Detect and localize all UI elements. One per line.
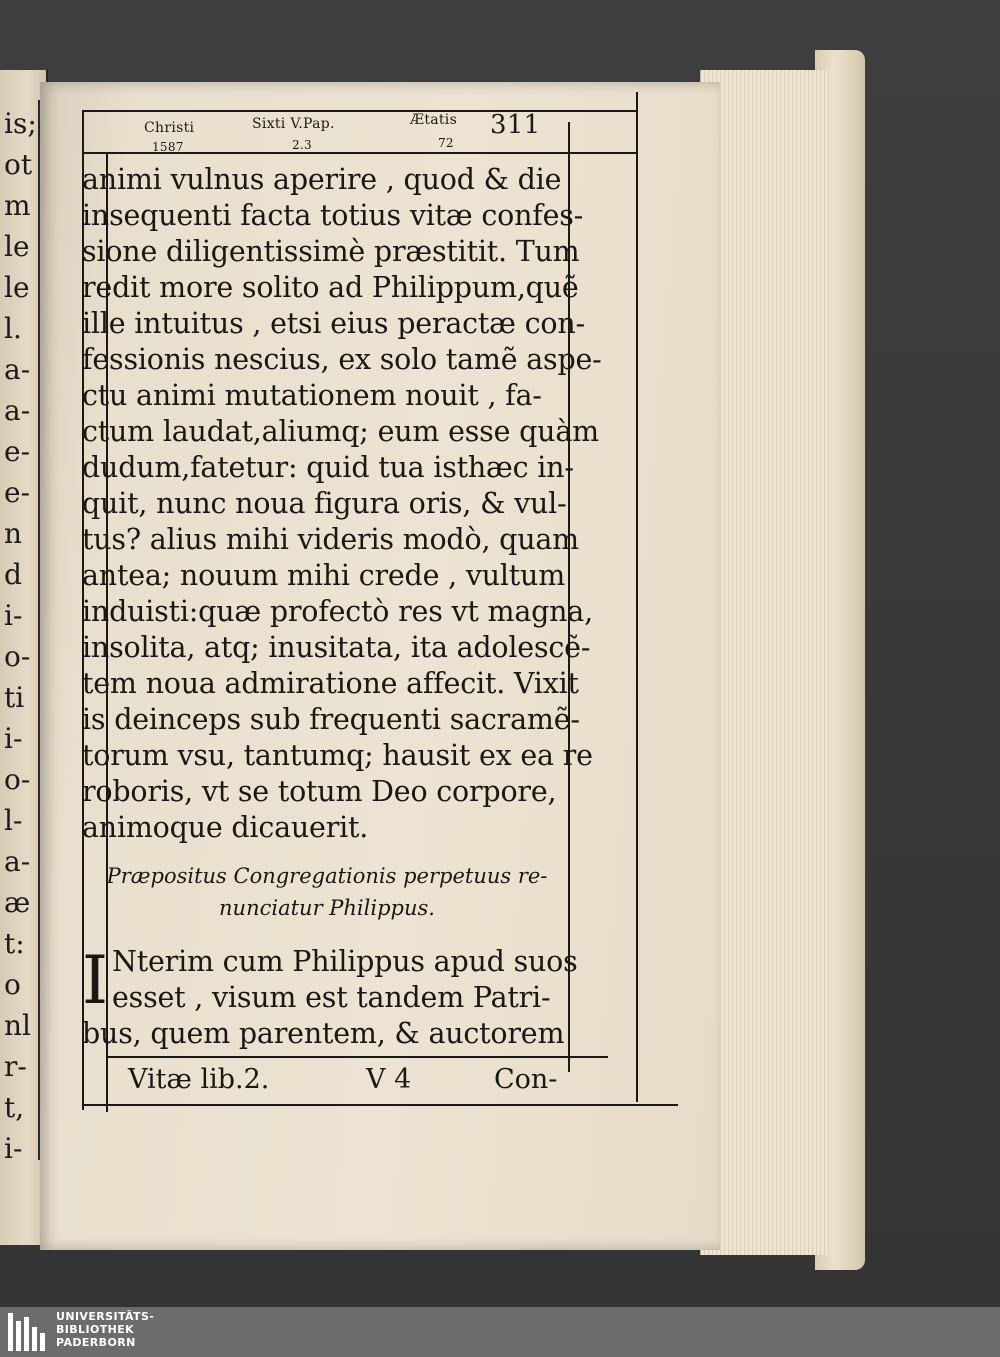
- library-name-line: PADERBORN: [56, 1336, 136, 1349]
- left-page-fragment-text: i-: [4, 1135, 23, 1163]
- text-line: is deinceps sub frequenti sacramẽ-: [82, 703, 580, 736]
- institution-bar: [0, 1307, 1000, 1357]
- text-line: roboris, vt se totum Deo corpore,: [82, 775, 557, 808]
- running-head-aetatis: Ætatis: [410, 112, 458, 128]
- text-line: quit, nunc noua figura oris, & vul-: [82, 487, 567, 520]
- frame-text-bottom-rule: [108, 1056, 608, 1058]
- running-head-christi-year: 1587: [152, 140, 184, 154]
- running-head-sixti-year: 2.3: [292, 138, 312, 152]
- left-page-fragment-text: o-: [4, 766, 31, 794]
- left-page-fragment-text: le: [4, 233, 30, 261]
- footer-signature-mark: V 4: [366, 1064, 412, 1095]
- second-paragraph: [82, 944, 578, 1052]
- drop-cap: I: [82, 942, 109, 1019]
- left-page-fragment-text: d: [4, 561, 22, 589]
- library-name-line: BIBLIOTHEK: [56, 1323, 135, 1336]
- left-page-fragment-text: t:: [4, 930, 25, 958]
- text-line: antea; nouum mihi crede , vultum: [82, 559, 566, 592]
- left-page-fragment-text: a-: [4, 848, 31, 876]
- frame-right-rule: [636, 92, 638, 1102]
- frame-bottom-rule: [82, 1104, 678, 1106]
- left-page-fragment-text: l-: [4, 807, 23, 835]
- left-page-fragment-text: is;: [4, 110, 37, 138]
- running-head-sixti: Sixti V.Pap.: [252, 116, 335, 132]
- text-line: tem noua admiratione affecit. Vixit: [82, 667, 579, 700]
- left-page-fragment-text: i-: [4, 725, 23, 753]
- text-line: sione diligentissimè præstitit. Tum: [82, 235, 580, 268]
- book-page: [40, 82, 720, 1250]
- text-line: dudum,fatetur: quid tua isthæc in-: [82, 451, 574, 484]
- text-line: induisti:quæ profectò res vt magna,: [82, 595, 593, 628]
- text-line: ctum laudat,aliumq; eum esse quàm: [82, 415, 599, 448]
- left-page-fragment-text: n: [4, 520, 23, 548]
- left-page-fragment-text: e-: [4, 479, 31, 507]
- left-page-fragment-text: nl: [4, 1012, 31, 1040]
- left-page-fragment-text: l.: [4, 315, 22, 343]
- text-line: ille intuitus , etsi eius peractæ con-: [82, 307, 585, 340]
- library-logo-icon: [8, 1313, 50, 1351]
- heading-line: Præpositus Congregationis perpetuus re-: [106, 864, 548, 888]
- text-line: insequenti facta totius vitæ confes-: [82, 199, 584, 232]
- left-page-fragment-text: m: [4, 192, 31, 220]
- left-page-fragment-text: a-: [4, 397, 31, 425]
- left-page-fragment-text: ot: [4, 151, 33, 179]
- text-line: esset , visum est tandem Patri-: [112, 981, 551, 1014]
- text-line: torum vsu, tantumq; hausit ex ea re: [82, 739, 593, 772]
- left-page-fragment-text: o-: [4, 643, 31, 671]
- running-head-christi: Christi: [144, 120, 195, 136]
- text-line: animi vulnus aperire , quod & die: [82, 163, 562, 196]
- left-page-fragment-text: ti: [4, 684, 25, 712]
- left-page-fragment-text: r-: [4, 1053, 27, 1081]
- library-name: [56, 1310, 154, 1349]
- frame-top-rule: [82, 110, 638, 112]
- text-line: bus, quem parentem, & auctorem: [82, 1017, 565, 1050]
- left-page-fragment-text: t,: [4, 1094, 25, 1122]
- text-line: fessionis nescius, ex solo tamẽ aspe-: [82, 343, 602, 376]
- left-page-fragment-text: o: [4, 971, 21, 999]
- text-line: redit more solito ad Philippum,quẽ: [82, 271, 579, 304]
- body-paragraph: [82, 162, 602, 846]
- library-name-line: UNIVERSITÄTS-: [56, 1310, 155, 1323]
- left-page-fragment-text: le: [4, 274, 30, 302]
- text-line: insolita, atq; inusitata, ita adolescẽ-: [82, 631, 591, 664]
- page-number: 311: [490, 110, 541, 140]
- text-line: tus? alius mihi videris modò, quam: [82, 523, 579, 556]
- text-line: Nterim cum Philippus apud suos: [112, 945, 578, 978]
- section-heading: [82, 860, 572, 924]
- left-page-fragment-text: i-: [4, 602, 23, 630]
- left-page-fragment-text: e-: [4, 438, 31, 466]
- left-page-fragment-text: æ: [4, 889, 31, 917]
- text-line: ctu animi mutationem nouit , fa-: [82, 379, 542, 412]
- text-line: animoque dicauerit.: [82, 811, 369, 844]
- heading-line: nunciatur Philippus.: [219, 896, 435, 920]
- footer-book-title: Vitæ lib.2.: [128, 1064, 270, 1095]
- footer-catchword: Con-: [494, 1064, 558, 1095]
- running-head-aetatis-age: 72: [438, 136, 454, 150]
- left-page-fragment-text: a-: [4, 356, 31, 384]
